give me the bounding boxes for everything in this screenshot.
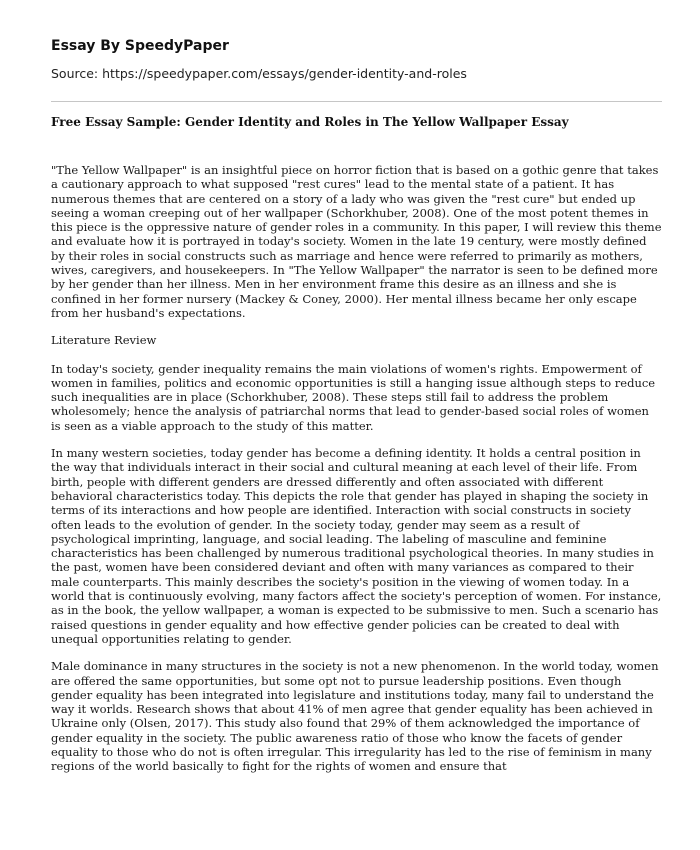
paragraph-gender-inequality: In today's society, gender inequality remains the main violations of women's rights. Empowerment of women in families, politics and economic opportunities is still a hanging issue although steps to reduce such inequalities are in place (Schorkhuber, 2008). These steps still fail to address the problem wholesomely; hence the analysis of patriarchal norms that lead to gender-based social roles of women is seen as a viable approach to the study of this matter. [51,361,656,433]
section-heading-literature-review: Literature Review [51,333,157,348]
paragraph-intro: "The Yellow Wallpaper" is an insightful piece on horror fiction that is based on a gothic genre that takes a cautionary approach to what supposed "rest cures" lead to the mental state of a patient. It has numerous themes that are centered on a story of a lady who was given the "rest cure" but ended up seeing a woman creeping out of her wallpaper (Schorkhuber, 2008). One of the most potent themes in this piece is the oppressive nature of gender roles in a community. In this paper, I will review this theme and evaluate how it is portrayed in today's society. Women in the late 19 century, were mostly defined by their roles in social constructs such as marriage and hence were referred to primarily as mothers, wives, caregivers, and housekeepers. In "The Yellow Wallpaper" the narrator is seen to be defined more by her gender than her illness. Men in her environment frame this desire as an illness and she is confined in her former nursery (Mackey & Coney, 2000). Her mental illness became her only escape from her husband's expectations. [51,163,662,320]
essay-body [51,163,662,774]
site-title: Essay By SpeedyPaper [51,38,229,54]
paragraph-western-societies: In many western societies, today gender has become a defining identity. It holds a central position in the way that individuals interact in their social and cultural meaning at each level of their life. From birth, people with different genders are dressed differently and often associated with different behavioral characteristics today. This depicts the role that gender has played in shaping the society in terms of its interactions and how people are identified. Interaction with social constructs in society often leads to the evolution of gender. In the society today, gender may seem as a result of psychological imprinting, language, and social leading. The labeling of masculine and feminine characteristics has been challenged by numerous traditional psychological theories. In many studies in the past, women have been considered deviant and often with many variances as compared to their male counterparts. This mainly describes the society's position in the viewing of women today. In a world that is continuously evolving, many factors affect the society's perception of women. For instance, as in the book, the yellow wallpaper, a woman is expected to be submissive to men. Such a scenario has raised questions in gender equality and how effective gender policies can be created to deal with unequal opportunities relating to gender. [51,446,662,646]
source-line: Source: https://speedypaper.com/essays/gender-identity-and-roles [51,66,467,81]
divider [51,101,662,102]
essay-title: Free Essay Sample: Gender Identity and Roles in The Yellow Wallpaper Essay [51,115,569,129]
paragraph-male-dominance: Male dominance in many structures in the society is not a new phenomenon. In the world today, women are offered the same opportunities, but some opt not to pursue leadership positions. Even though gender equality has been integrated into legislature and institutions today, many fail to understand the way it worlds. Research shows that about 41% of men agree that gender equality has been achieved in Ukraine only (Olsen, 2017). This study also found that 29% of them acknowledged the importance of gender equality in the society. The public awareness ratio of those who know the facets of gender equality to those who do not is often irregular. This irregularity has led to the rise of feminism in many regions of the world basically to fight for the rights of women and ensure that [51,659,659,774]
